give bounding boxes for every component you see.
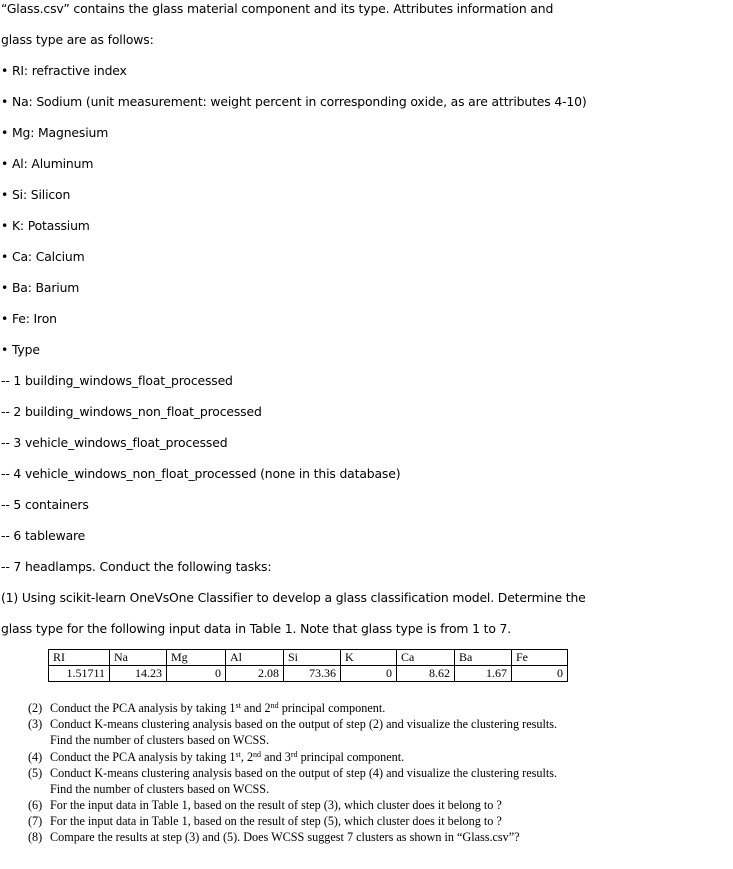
intro-line: • Ca: Calcium [1,249,85,264]
header-cell-al: Al [226,650,284,666]
value-cell-mg: 0 [167,666,226,682]
list-item [28,716,568,748]
intro-line: -- 6 tableware [1,528,86,543]
table-1 [48,649,568,682]
value-cell-na: 14.23 [110,666,167,682]
header-cell-si: Si [284,650,341,666]
task-text: Conduct the PCA analysis by taking 1st, 2nd and 3rd principal component. [50,750,405,764]
list-item [28,700,568,716]
task-number: (7) [28,814,43,828]
intro-line: -- 7 headlamps. Conduct the following tasks: [1,559,272,574]
task-number: (4) [28,750,43,764]
list-item [28,765,568,797]
intro-line: • Mg: Magnesium [1,125,109,140]
task-number: (2) [28,701,43,715]
task-number: (8) [28,830,43,844]
header-cell-na: Na [110,650,167,666]
header-cell-mg: Mg [167,650,226,666]
value-cell-al: 2.08 [226,666,284,682]
task-text: Conduct the PCA analysis by taking 1st and 2nd principal component. [50,701,386,715]
intro-line: -- 2 building_windows_non_float_processed [1,404,262,419]
task-text: Compare the results at step (3) and (5). Does WCSS suggest 7 clusters as shown in “Glass.csv”? [50,830,520,844]
task-number: (3) [28,717,43,731]
task-text: For the input data in Table 1, based on the result of step (5), which cluster does it belong to ? [50,814,502,828]
value-cell-ri: 1.51711 [49,666,110,682]
intro-line: “Glass.csv” contains the glass material component and its type. Attributes information and [1,1,554,16]
header-cell-ca: Ca [397,650,455,666]
value-cell-si: 73.36 [284,666,341,682]
task-text: For the input data in Table 1, based on the result of step (3), which cluster does it belong to ? [50,798,502,812]
list-item [28,749,568,765]
intro-line: • Si: Silicon [1,187,71,202]
list-item [28,813,568,829]
task-text: Conduct K-means clustering analysis based on the output of step (4) and visualize the clustering results. Find the number of clusters based on WCSS. [50,766,558,796]
intro-line: • RI: refractive index [1,63,127,78]
intro-line: -- 3 vehicle_windows_float_processed [1,435,228,450]
task-number: (6) [28,798,43,812]
intro-line: • K: Potassium [1,218,90,233]
task-number: (5) [28,766,43,780]
intro-line: glass type are as follows: [1,32,154,47]
table-header-row [49,650,568,666]
table-row [49,666,568,682]
value-cell-fe: 0 [512,666,568,682]
intro-line: • Fe: Iron [1,311,57,326]
header-cell-k: K [341,650,397,666]
list-item [28,797,568,813]
intro-line: -- 4 vehicle_windows_non_float_processed (none in this database) [1,466,401,481]
intro-line: • Type [1,342,40,357]
list-item [28,829,568,845]
value-cell-k: 0 [341,666,397,682]
intro-line: • Al: Aluminum [1,156,94,171]
intro-line: -- 5 containers [1,497,89,512]
intro-line: • Ba: Barium [1,280,80,295]
value-cell-ba: 1.67 [455,666,512,682]
intro-line: • Na: Sodium (unit measurement: weight percent in corresponding oxide, as are attributes 4-10) [1,94,587,109]
value-cell-ca: 8.62 [397,666,455,682]
intro-line: (1) Using scikit-learn OneVsOne Classifier to develop a glass classification model. Determine the [1,590,586,605]
intro-line: -- 1 building_windows_float_processed [1,373,233,388]
intro-line: glass type for the following input data in Table 1. Note that glass type is from 1 to 7. [1,621,512,636]
header-cell-ri: RI [49,650,110,666]
header-cell-fe: Fe [512,650,568,666]
task-text: Conduct K-means clustering analysis based on the output of step (2) and visualize the clustering results. Find the number of clusters based on WCSS. [50,717,558,747]
header-cell-ba: Ba [455,650,512,666]
